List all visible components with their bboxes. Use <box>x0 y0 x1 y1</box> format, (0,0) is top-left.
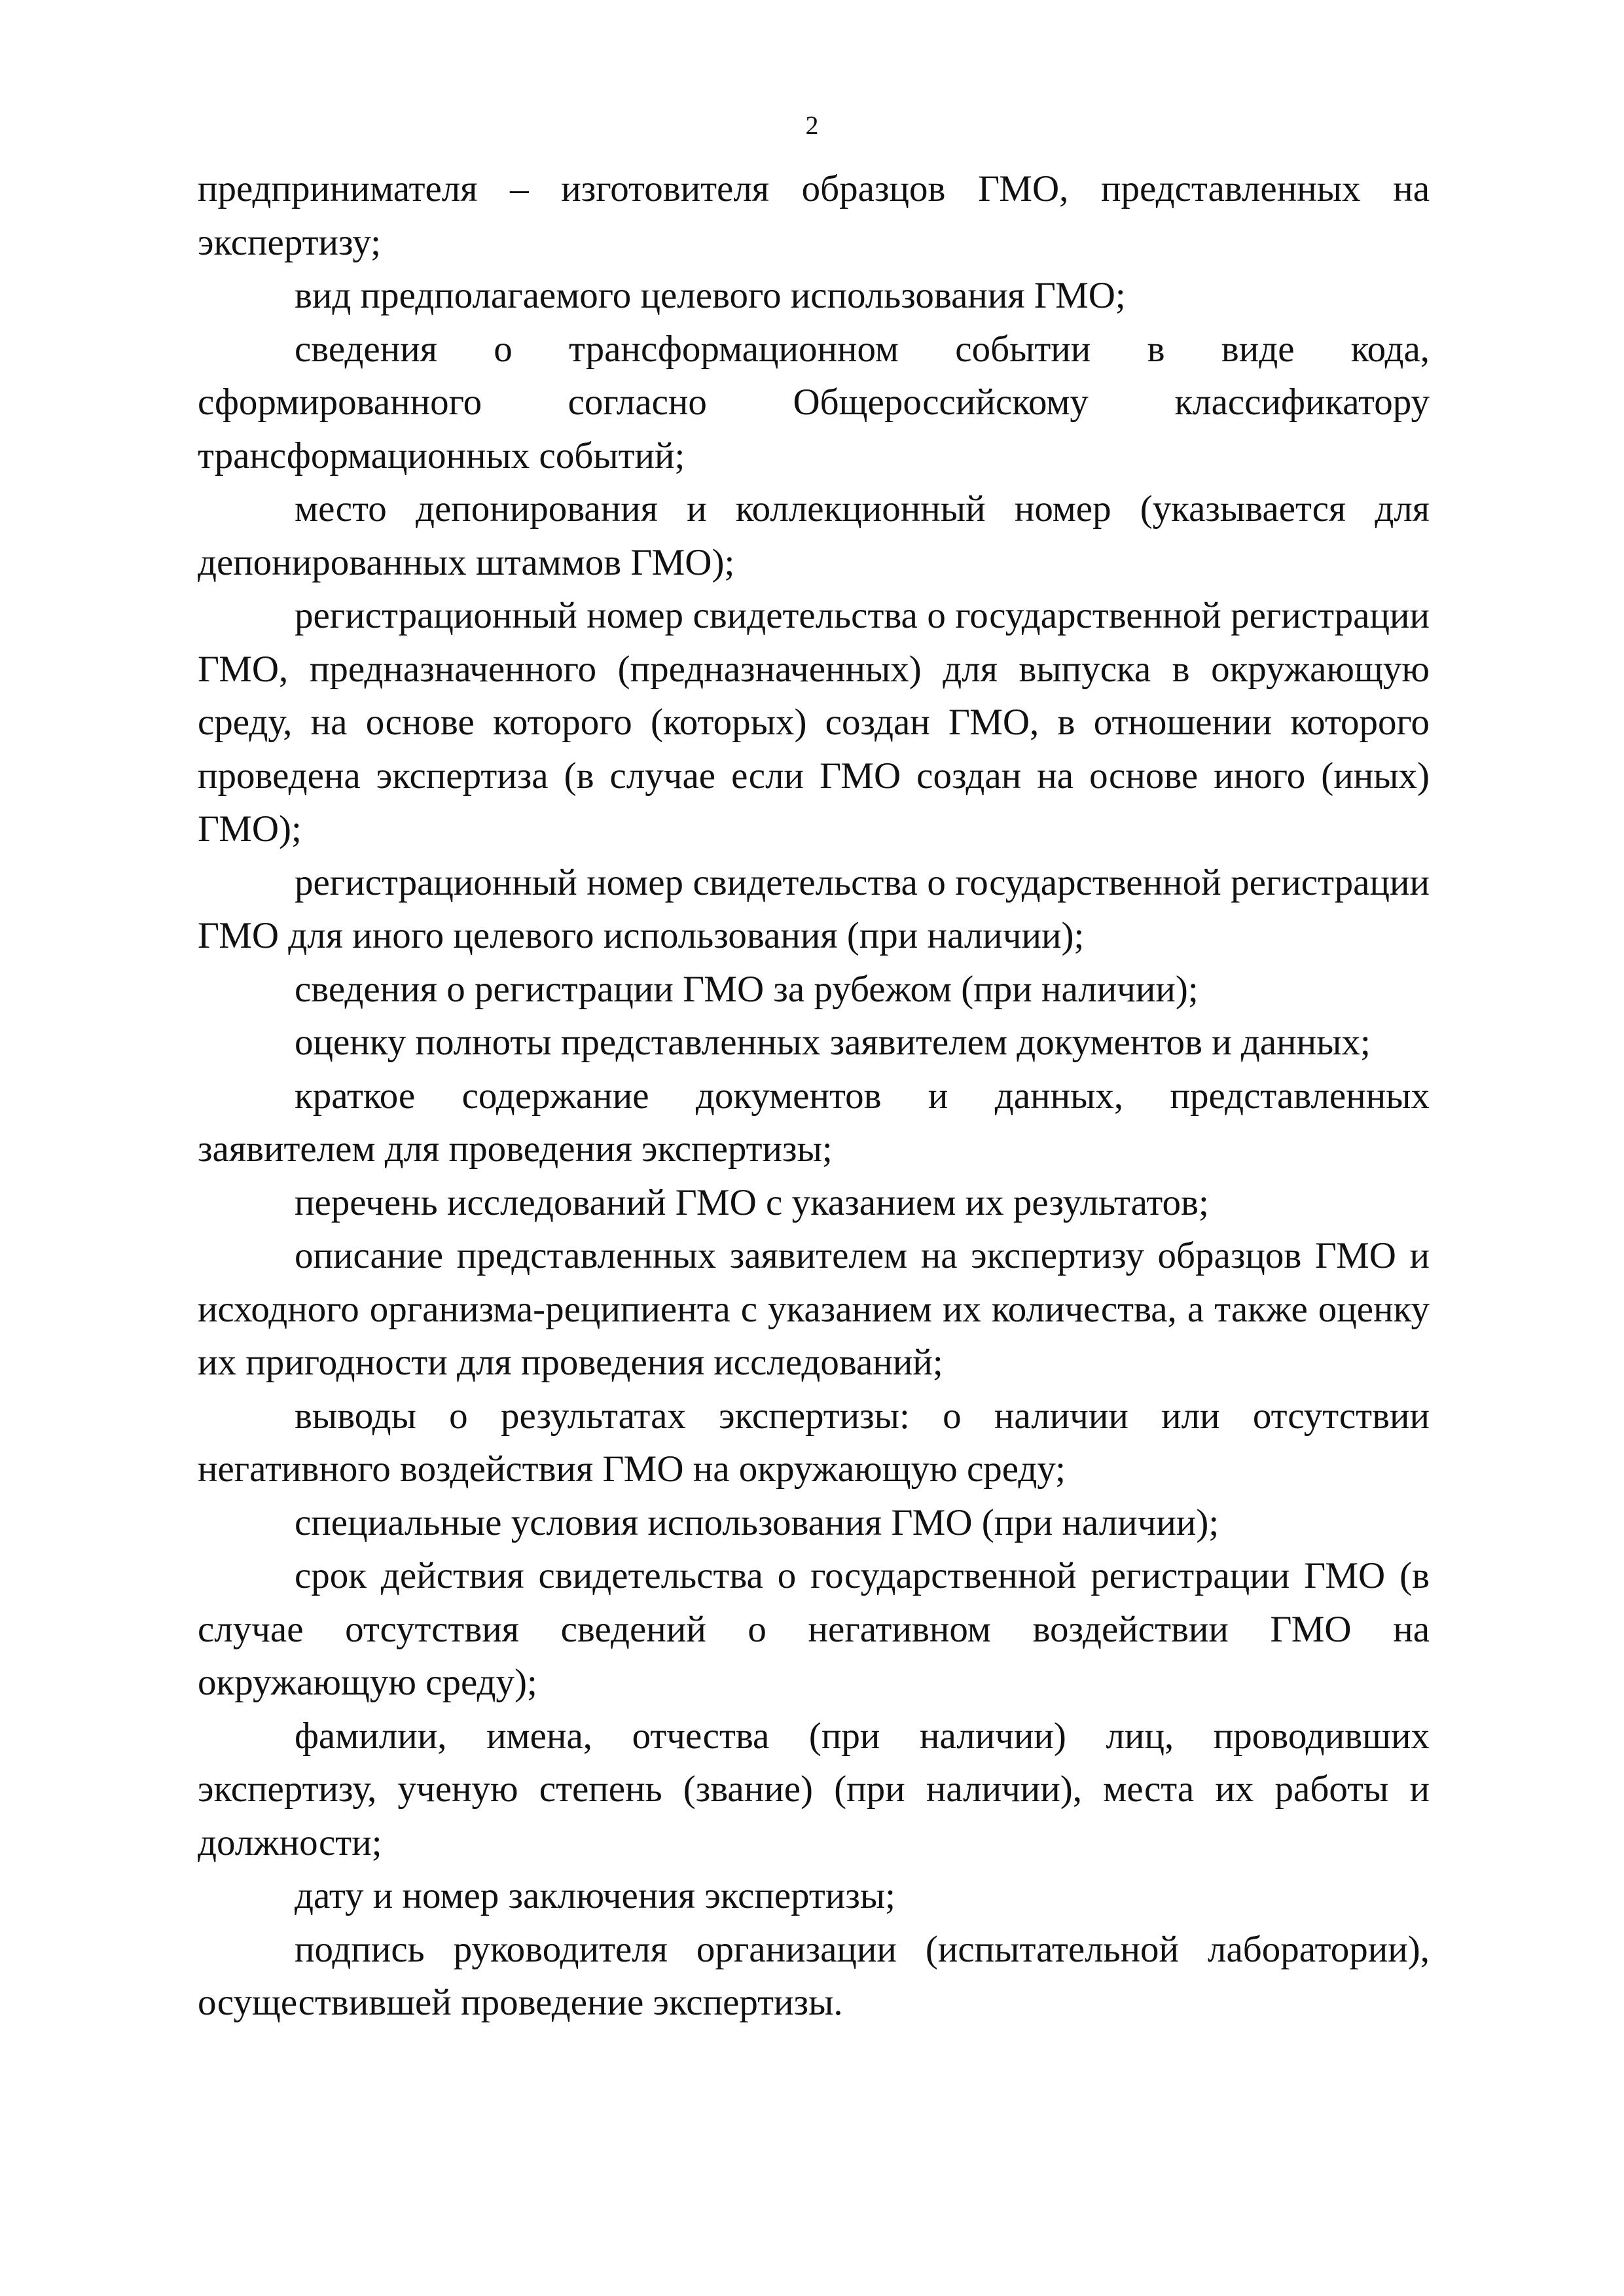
paragraph-item: сведения о трансформационном событии в виде кода, сформированного согласно Общероссийскому классификатору трансформационных событий; <box>198 328 1430 476</box>
paragraph-item: краткое содержание документов и данных, представленных заявителем для проведения экспертизы; <box>198 1075 1430 1170</box>
paragraph-item: вид предполагаемого целевого использования ГМО; <box>295 275 1126 316</box>
paragraph-item: специальные условия использования ГМО (при наличии); <box>295 1501 1219 1543</box>
paragraph-item: выводы о результатах экспертизы: о наличии или отсутствии негативного воздействия ГМО на окружающую среду; <box>198 1395 1430 1490</box>
paragraph-item: регистрационный номер свидетельства о государственной регистрации ГМО, предназначенного (предназначенных) для выпуска в окружающую среду, на основе которого (которых) создан ГМО, в отношении которого проведена экспертиза (в случае если ГМО создан на основе иного (иных) ГМО); <box>198 595 1430 850</box>
paragraph-item: сведения о регистрации ГМО за рубежом (при наличии); <box>295 968 1199 1010</box>
paragraph-item: место депонирования и коллекционный номер (указывается для депонированных штаммов ГМО); <box>198 488 1430 583</box>
paragraph-item: перечень исследований ГМО с указанием их результатов; <box>295 1181 1209 1223</box>
paragraph-item: фамилии, имена, отчества (при наличии) лиц, проводивших экспертизу, ученую степень (звание) (при наличии), места их работы и должности; <box>198 1715 1430 1863</box>
paragraph-item: оценку полноты представленных заявителем документов и данных; <box>295 1022 1371 1063</box>
paragraph-item: описание представленных заявителем на экспертизу образцов ГМО и исходного организма-реципиента с указанием их количества, а также оценку их пригодности для проведения исследований; <box>198 1235 1430 1383</box>
paragraph-item: подпись руководителя организации (испытательной лаборатории), осуществившей проведение экспертизы. <box>198 1928 1430 2023</box>
paragraph-item: дату и номер заключения экспертизы; <box>295 1875 895 1916</box>
document-body <box>198 162 1430 2030</box>
paragraph-item: регистрационный номер свидетельства о государственной регистрации ГМО для иного целевого использования (при наличии); <box>198 861 1430 956</box>
paragraph-item: срок действия свидетельства о государственной регистрации ГМО (в случае отсутствия сведений о негативном воздействии ГМО на окружающую среду); <box>198 1555 1430 1703</box>
page-number: 2 <box>805 111 819 140</box>
paragraph-continuation: предпринимателя – изготовителя образцов ГМО, представленных на экспертизу; <box>198 168 1430 263</box>
